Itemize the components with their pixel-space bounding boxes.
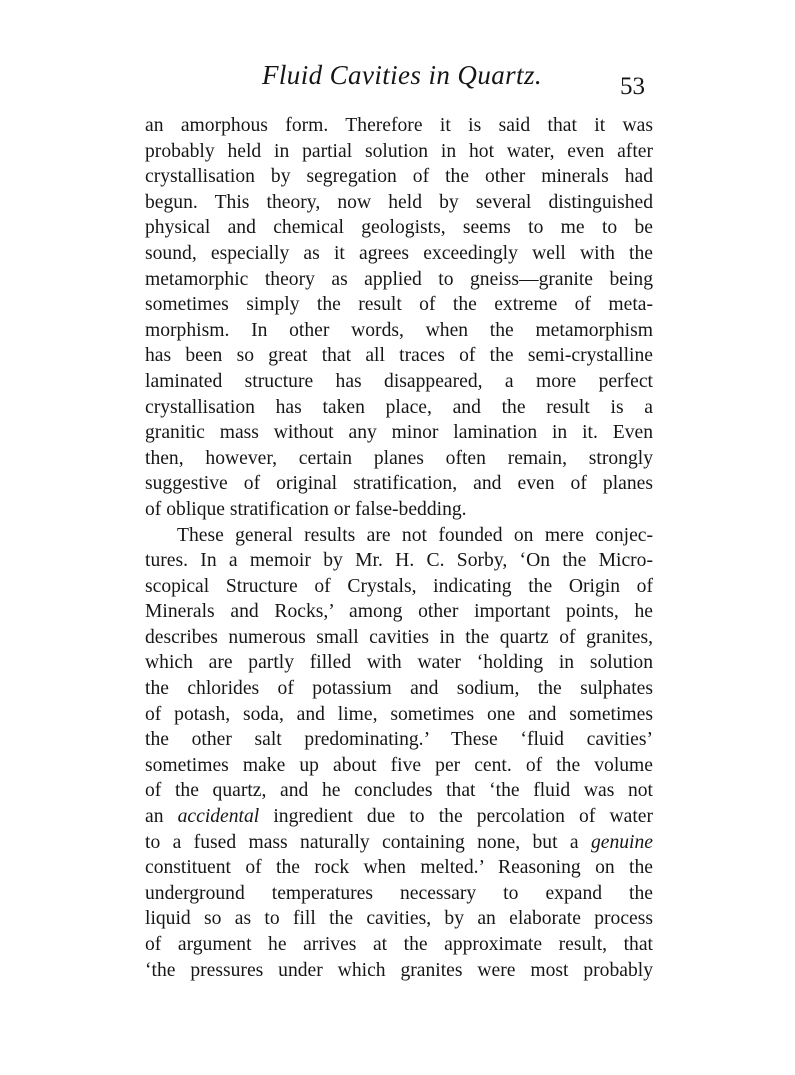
text-run: to a fused mass naturally containing none, but a <box>145 831 579 853</box>
body-text <box>145 113 653 983</box>
text-line: begun. This theory, now held by several distinguished <box>145 191 653 213</box>
text-line: an amorphous form. Therefore it is said that it was <box>145 115 653 136</box>
text-line: physical and chemical geologists, seems to me to be <box>145 217 653 239</box>
text-line: sometimes make up about five per cent. of the volume <box>145 754 653 776</box>
text-run: an <box>145 806 164 828</box>
text-line: sound, especially as it agrees exceedingly well with the <box>145 242 653 264</box>
text-line: sometimes simply the result of the extreme of meta- <box>145 294 653 316</box>
text-line: constituent of the rock when melted.’ Reasoning on the <box>145 857 653 879</box>
paragraph-end-line: of oblique stratification or false-bedding. <box>145 498 467 520</box>
text-line: suggestive of original stratification, and even of planes <box>145 473 653 495</box>
text-line: granitic mass without any minor lamination in it. Even <box>145 422 653 444</box>
text-line: tures. In a memoir by Mr. H. C. Sorby, ‘On the Micro- <box>145 550 653 572</box>
text-line: of argument he arrives at the approximate result, that <box>145 934 653 955</box>
running-title: Fluid Cavities in Quartz. <box>262 60 542 90</box>
text-line: underground temperatures necessary to expand the <box>145 882 653 904</box>
text-line: crystallisation has taken place, and the result is a <box>145 396 653 418</box>
text-line: scopical Structure of Crystals, indicating the Origin of <box>145 575 653 597</box>
text-line: the chlorides of potassium and sodium, the sulphates <box>145 678 653 700</box>
text-line: has been so great that all traces of the semi-crystalline <box>145 345 653 367</box>
text-line: the other salt predominating.’ These ‘fluid cavities’ <box>145 729 653 751</box>
text-line: crystallisation by segregation of the other minerals had <box>145 166 653 188</box>
text-line <box>145 830 653 856</box>
text-line: metamorphic theory as applied to gneiss—granite being <box>145 268 653 290</box>
text-line: Minerals and Rocks,’ among other important points, he <box>145 601 653 623</box>
text-line: liquid so as to fill the cavities, by an elaborate process <box>145 908 653 930</box>
text-line: describes numerous small cavities in the quartz of granites, <box>145 626 653 648</box>
text-line: of the quartz, and he concludes that ‘the fluid was not <box>145 780 653 802</box>
text-line: of potash, soda, and lime, sometimes one and sometimes <box>145 703 653 725</box>
text-line: morphism. In other words, when the metamorphism <box>145 319 653 341</box>
italic-word: accidental <box>177 806 260 828</box>
text-line <box>145 804 653 830</box>
text-line: ‘the pressures under which granites were most probably <box>145 959 653 981</box>
text-line: which are partly filled with water ‘holding in solution <box>145 652 653 674</box>
paragraph-start-line: These general results are not founded on mere conjec- <box>177 524 653 546</box>
text-line: probably held in partial solution in hot water, even after <box>145 140 653 162</box>
text-line: then, however, certain planes often remain, strongly <box>145 447 653 469</box>
text-run: ingredient due to the percolation of water <box>273 806 653 828</box>
italic-word: genuine <box>590 831 653 853</box>
page-number: 53 <box>620 73 645 100</box>
text-line: laminated structure has disappeared, a more perfect <box>145 370 653 392</box>
